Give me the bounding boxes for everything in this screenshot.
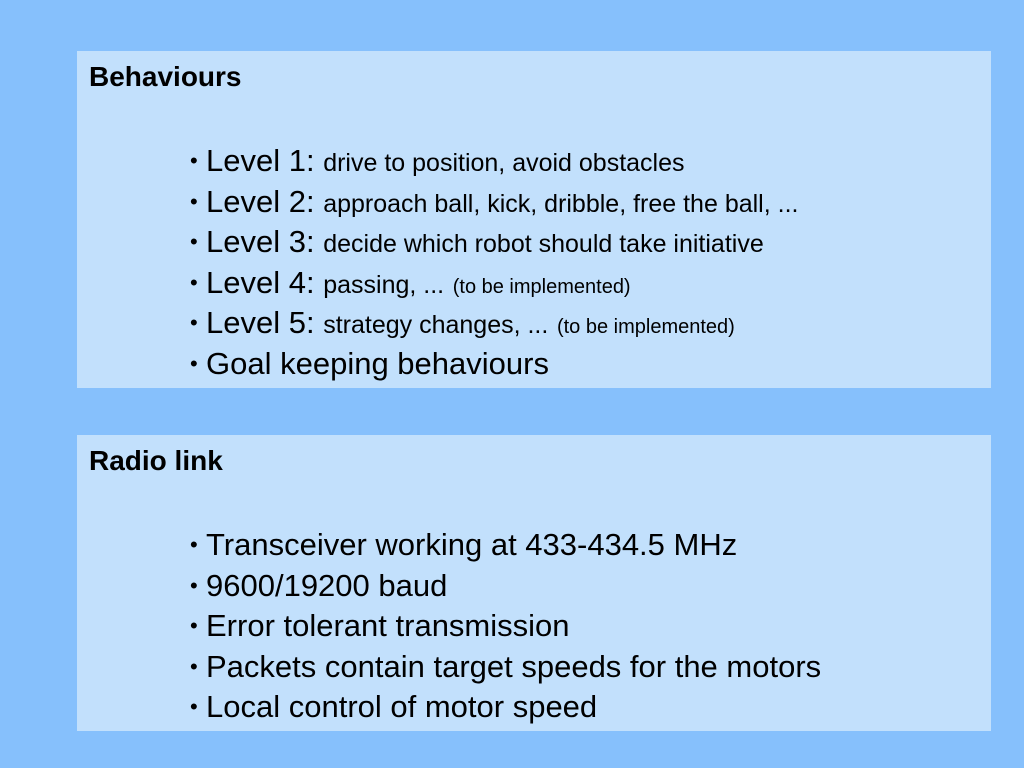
- item-label: Transceiver working at 433-434.5 MHz: [206, 527, 738, 562]
- bullet-icon: •: [190, 148, 198, 173]
- level-label: Level 3:: [206, 224, 315, 260]
- behaviours-list: [190, 141, 798, 385]
- behaviours-title: Behaviours: [89, 61, 242, 92]
- item-label: Error tolerant transmission: [206, 608, 570, 644]
- radio-link-title: Radio link: [89, 445, 223, 476]
- level-description: strategy changes, ...: [323, 311, 549, 340]
- radio-link-list: [190, 525, 821, 728]
- implementation-note: (to be implemented): [556, 316, 735, 339]
- list-item-level-4: [190, 263, 798, 304]
- level-description: passing, ...: [323, 270, 445, 299]
- bullet-icon: •: [190, 694, 198, 720]
- bullet-icon: •: [190, 613, 198, 639]
- bullet-icon: •: [190, 310, 198, 336]
- list-item: [190, 687, 821, 728]
- list-item: [190, 525, 821, 566]
- bullet-icon: •: [190, 532, 198, 557]
- behaviours-panel: [77, 51, 991, 388]
- item-label: Goal keeping behaviours: [206, 345, 549, 381]
- list-item-level-1: [190, 141, 798, 182]
- level-label: Level 4:: [206, 264, 315, 300]
- item-label: Packets contain target speeds for the motors: [206, 648, 822, 684]
- list-item-level-5: [190, 303, 798, 344]
- bullet-icon: •: [190, 269, 198, 295]
- list-item: [190, 566, 821, 607]
- level-description: drive to position, avoid obstacles: [323, 149, 685, 177]
- list-item-level-3: [190, 222, 798, 263]
- level-label: Level 2:: [206, 183, 315, 219]
- radio-link-panel: [77, 435, 991, 731]
- bullet-icon: •: [190, 350, 198, 376]
- list-item: [190, 647, 821, 688]
- level-label: Level 1:: [206, 143, 315, 178]
- list-item-level-2: [190, 182, 798, 223]
- level-description: approach ball, kick, dribble, free the ball, ...: [323, 189, 799, 218]
- bullet-icon: •: [190, 653, 198, 679]
- bullet-icon: •: [190, 229, 198, 255]
- level-label: Level 5:: [206, 305, 315, 341]
- bullet-icon: •: [190, 188, 198, 214]
- item-label: Local control of motor speed: [206, 689, 598, 725]
- implementation-note: (to be implemented): [452, 275, 631, 298]
- bullet-icon: •: [190, 572, 198, 598]
- list-item-goal-keeping: [190, 344, 798, 385]
- item-label: 9600/19200 baud: [206, 567, 448, 603]
- list-item: [190, 606, 821, 647]
- level-description: decide which robot should take initiative: [323, 230, 764, 259]
